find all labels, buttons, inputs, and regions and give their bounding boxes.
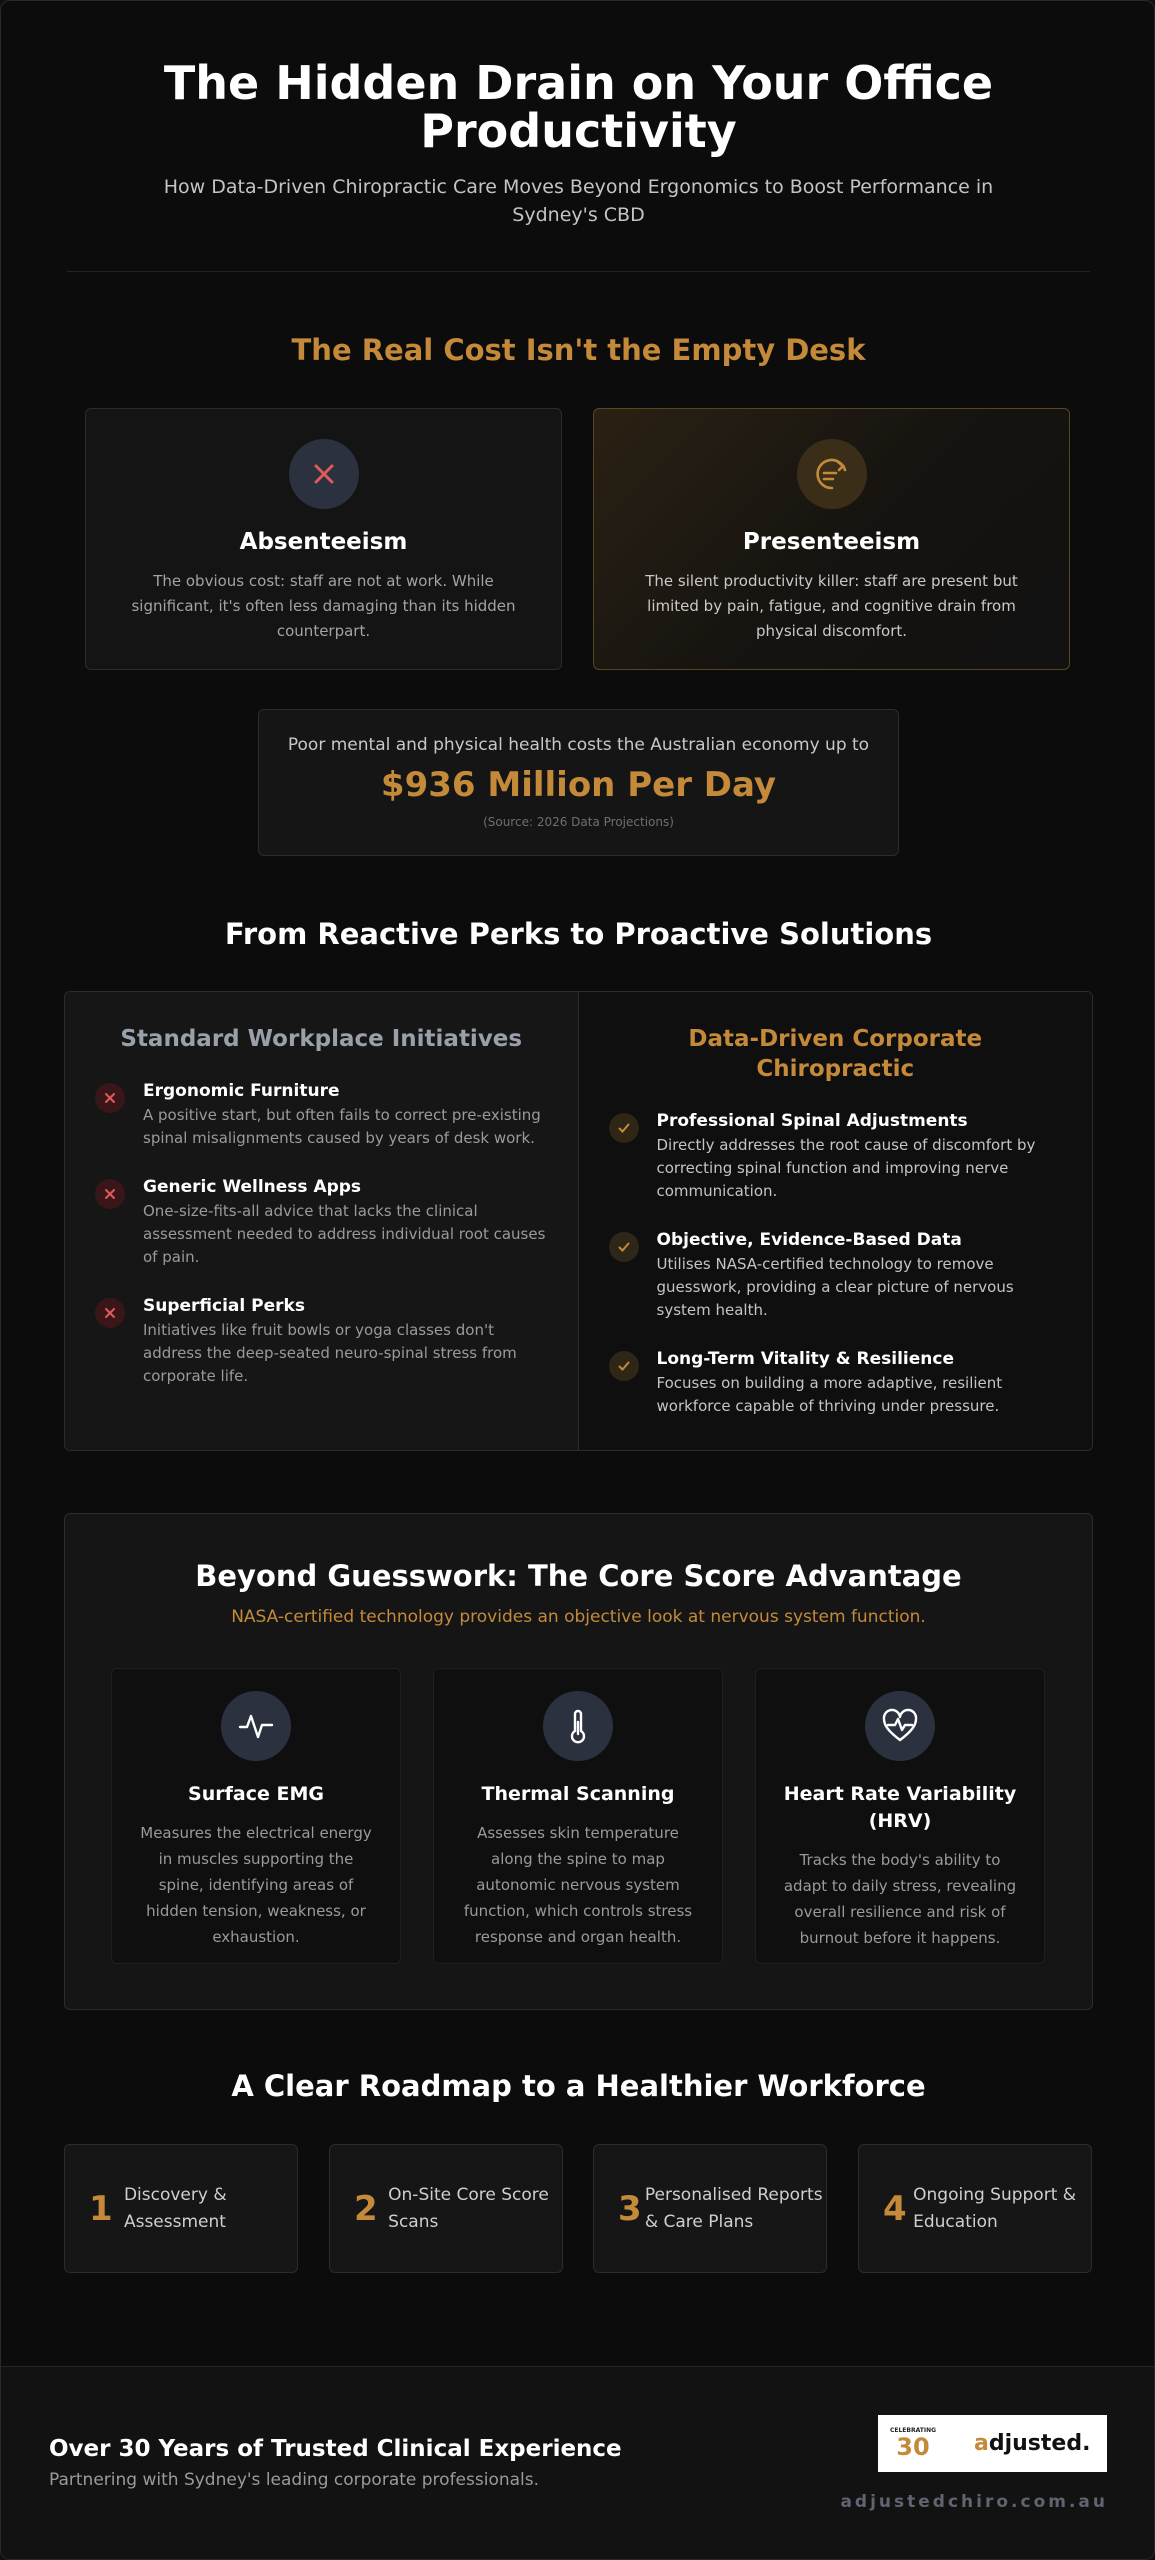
absenteeism-text: The obvious cost: staff are not at work. While significant, it's often less damaging than its hidden counterpart. [131, 572, 516, 640]
core-score-section [64, 1513, 1093, 2010]
footer [1, 2366, 1155, 2560]
stat-source: (Source: 2026 Data Projections) [483, 815, 674, 829]
hrv-card [755, 1668, 1045, 1964]
item-text: Initiatives like fruit bowls or yoga classes don't address the deep-seated neuro-spinal stress from corporate life. [143, 1321, 517, 1385]
item-text: One-size-fits-all advice that lacks the clinical assessment needed to address individual root causes of pain. [143, 1202, 546, 1266]
anniversary-badge [878, 2415, 948, 2472]
chiropractic-column [579, 992, 1093, 1450]
check-icon [609, 1351, 639, 1381]
step-number: 4 [883, 2188, 907, 2229]
step-label: On-Site Core Score Scans [388, 2184, 549, 2232]
standard-title: Standard Workplace Initiatives [120, 1026, 523, 1052]
presenteeism-text: The silent productivity killer: staff are present but limited by pain, fatigue, and cognitive drain from physical discomfort. [645, 572, 1018, 640]
item-title: Generic Wellness Apps [143, 1177, 362, 1197]
list-item [609, 1229, 1063, 1322]
divider [67, 271, 1090, 272]
head-brain-icon [797, 439, 867, 509]
badge-celebrating: CELEBRATING [889, 2427, 937, 2434]
brand-wordmark: adjusted. [974, 2431, 1091, 2456]
footer-title: Over 30 Years of Trusted Clinical Experience [49, 2436, 622, 2462]
list-item [609, 1348, 1063, 1418]
cost-heading: The Real Cost Isn't the Empty Desk [291, 333, 866, 367]
roadmap-heading: A Clear Roadmap to a Healthier Workforce [231, 2069, 926, 2103]
core-title: Beyond Guesswork: The Core Score Advantage [195, 1559, 962, 1593]
step-label: Discovery & Assessment [123, 2184, 227, 2232]
compare-heading: From Reactive Perks to Proactive Solutions [224, 917, 933, 951]
presenteeism-title: Presenteeism [742, 529, 921, 555]
x-icon [95, 1298, 125, 1328]
website-link[interactable]: adjustedchiro.com.au [840, 2492, 1108, 2512]
thermometer-icon [543, 1691, 613, 1761]
pulse-icon [221, 1691, 291, 1761]
surface-emg-card [111, 1668, 401, 1964]
page-subtitle: How Data-Driven Chiropractic Care Moves Beyond Ergonomics to Boost Performance in Sydney's CBD [163, 176, 994, 226]
step-number: 2 [354, 2188, 378, 2229]
item-text: A positive start, but often fails to correct pre-existing spinal misalignments caused by years of desk work. [143, 1106, 541, 1147]
metric-text: Tracks the body's ability to adapt to daily stress, revealing overall resilience and risk of burnout before it happens. [783, 1851, 1017, 1947]
roadmap-step-2 [329, 2144, 563, 2273]
page-title: The Hidden Drain on Your Office Productivity [163, 56, 994, 158]
x-icon [95, 1179, 125, 1209]
metric-title: Heart Rate Variability (HRV) [783, 1783, 1017, 1832]
list-item [95, 1080, 548, 1150]
core-subtitle: NASA-certified technology provides an objective look at nervous system function. [231, 1607, 926, 1627]
metric-text: Measures the electrical energy in muscles supporting the spine, identifying areas of hidden tension, weakness, or exhaustion. [140, 1824, 372, 1946]
roadmap-step-1 [64, 2144, 298, 2273]
stat-value: $936 Million Per Day [380, 765, 777, 805]
x-icon [95, 1083, 125, 1113]
list-item [609, 1110, 1063, 1203]
check-icon [609, 1113, 639, 1143]
metric-text: Assesses skin temperature along the spine to map autonomic nervous system function, which controls stress response and organ health. [463, 1824, 693, 1946]
badge-years: 30 [896, 2433, 930, 2461]
item-title: Professional Spinal Adjustments [656, 1111, 968, 1131]
metric-title: Surface EMG [188, 1783, 324, 1805]
heart-pulse-icon [865, 1691, 935, 1761]
metric-title: Thermal Scanning [481, 1783, 675, 1805]
economy-cost-stat [258, 709, 899, 856]
stat-lead: Poor mental and physical health costs the Australian economy up to [287, 735, 870, 755]
roadmap-step-4 [858, 2144, 1092, 2273]
hero [1, 56, 1155, 229]
item-text: Utilises NASA-certified technology to remove guesswork, providing a clear picture of nervous system health. [656, 1255, 1014, 1319]
item-title: Long-Term Vitality & Resilience [656, 1349, 954, 1369]
item-title: Superficial Perks [143, 1296, 305, 1316]
absenteeism-title: Absenteeism [239, 529, 408, 555]
adjusted-logo[interactable] [878, 2415, 1107, 2472]
step-number: 1 [89, 2188, 113, 2229]
item-title: Ergonomic Furniture [143, 1081, 340, 1101]
step-number: 3 [618, 2188, 642, 2229]
standard-initiatives-column [65, 992, 579, 1450]
footer-subtitle: Partnering with Sydney's leading corporate professionals. [49, 2470, 540, 2490]
x-icon [289, 439, 359, 509]
step-label: Personalised Reports & Care Plans [644, 2184, 823, 2232]
item-text: Focuses on building a more adaptive, resilient workforce capable of thriving under pressure. [656, 1374, 1003, 1415]
presenteeism-card [593, 408, 1070, 670]
check-icon [609, 1232, 639, 1262]
item-title: Objective, Evidence-Based Data [656, 1230, 962, 1250]
thermal-scanning-card [433, 1668, 723, 1964]
comparison-table [64, 991, 1093, 1451]
list-item [95, 1295, 548, 1388]
absenteeism-card [85, 408, 562, 670]
list-item [95, 1176, 548, 1269]
roadmap-step-3 [593, 2144, 827, 2273]
step-label: Ongoing Support & Education [913, 2184, 1077, 2232]
item-text: Directly addresses the root cause of discomfort by correcting spinal function and improving nerve communication. [656, 1136, 1036, 1200]
chiropractic-title: Data-Driven Corporate Chiropractic [688, 1026, 983, 1082]
